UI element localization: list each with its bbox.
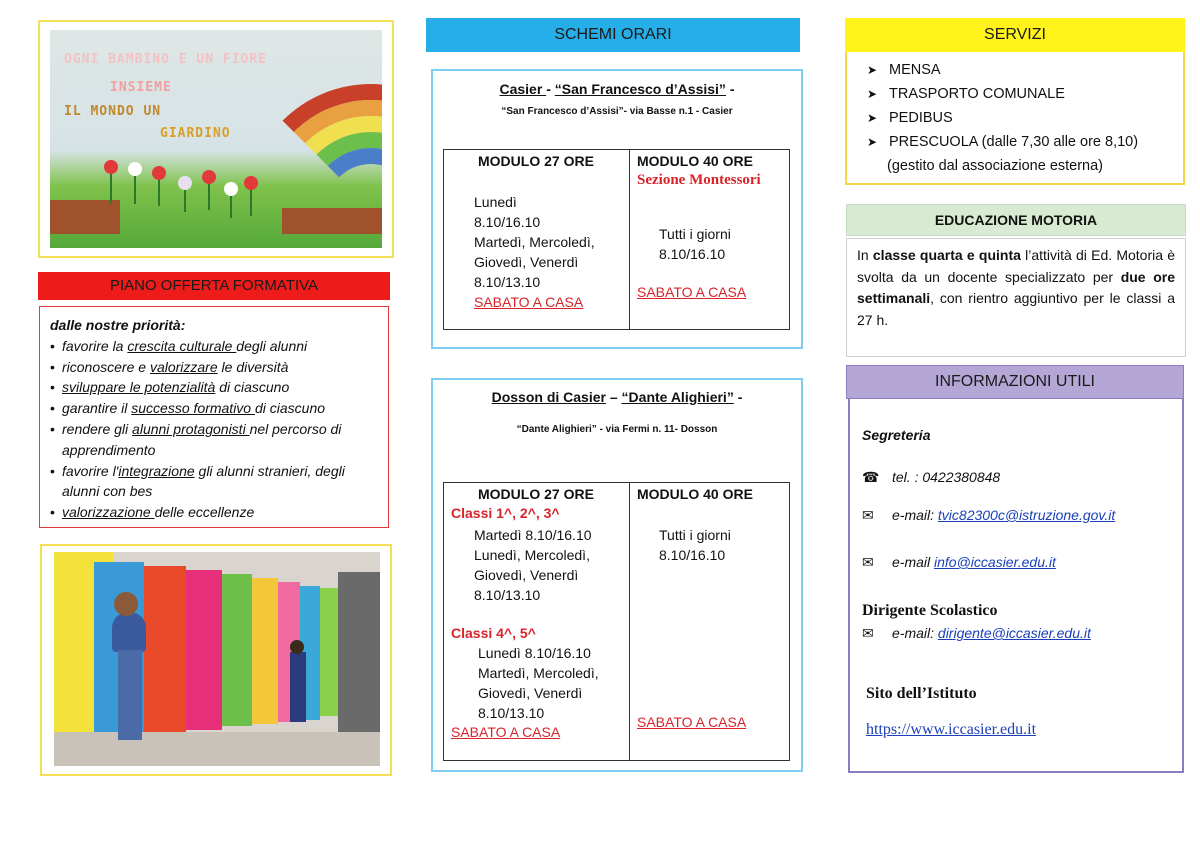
dosson-address: “Dante Alighieri” - via Fermi n. 11- Dosson <box>516 424 718 435</box>
climbing-wall-photo <box>54 552 380 766</box>
piano-offerta-header: PIANO OFFERTA FORMATIVA <box>38 272 390 300</box>
servizi-item: ➤ MENSA <box>867 58 1183 82</box>
children-painting-image <box>50 30 382 248</box>
email-info-row: ✉ e-mail info@iccasier.edu.it <box>862 554 1056 570</box>
flower <box>104 160 118 174</box>
casier-title: Casier - “San Francesco d’Assisi” - <box>499 81 735 97</box>
modulo-27-heading: MODULO 27 ORE <box>478 486 594 502</box>
servizi-box <box>845 52 1185 185</box>
modulo-27-times: Lunedì 8.10/16.10 Martedì, Mercoledì, Giovedì, Venerdì 8.10/13.10 SABATO A CASA <box>474 194 595 310</box>
photo-frame <box>40 544 392 776</box>
flower <box>152 166 166 180</box>
educazione-motoria-text: In classe quarta e quinta l’attività di Ed. Motoria è svolta da un docente specializzato per due ore settimanali, con rientro aggiuntivo per le classi a 27 h. <box>846 238 1186 357</box>
telefono-row: ☎ tel. : 0422380848 <box>862 469 1001 485</box>
classi-4-5-times: Lunedì 8.10/16.10 Martedì, Mercoledì, Giovedì, Venerdì 8.10/13.10 <box>478 645 599 721</box>
casier-schedule-box <box>431 69 803 349</box>
painting-line-2: INSIEME <box>110 80 172 95</box>
sezione-montessori-label: Sezione Montessori <box>637 172 761 188</box>
dosson-modulo-27 <box>444 483 629 760</box>
painting-line-3: IL MONDO UN <box>64 104 162 119</box>
servizi-header: SERVIZI <box>845 18 1185 52</box>
child-figure <box>290 652 306 722</box>
servizi-note: (gestito dal associazione esterna) <box>887 158 1104 174</box>
informazioni-utili-header: INFORMAZIONI UTILI <box>846 365 1184 399</box>
sito-heading: Sito dell’Istituto <box>866 685 977 702</box>
dosson-title: Dosson di Casier – “Dante Alighieri” - <box>491 389 743 405</box>
priority-item: • garantire il successo formativo di ciascuno <box>50 398 378 419</box>
servizi-item: ➤ PRESCUOLA (dalle 7,30 alle ore 8,10) <box>867 130 1183 154</box>
classi-1-2-3-times: Martedì 8.10/16.10 Lunedì, Mercoledì, Giovedì, Venerdì 8.10/13.10 <box>474 527 592 603</box>
child-figure <box>112 612 146 652</box>
envelope-icon: ✉ <box>862 625 874 641</box>
priority-item: • valorizzazione delle eccellenze <box>50 502 378 523</box>
priority-item: • sviluppare le potenzialità di ciascuno <box>50 377 378 398</box>
flower <box>178 176 192 190</box>
flower <box>128 162 142 176</box>
flower <box>224 182 238 196</box>
dosson-schedule-box <box>431 378 803 772</box>
email-info-link[interactable]: info@iccasier.edu.it <box>934 554 1056 570</box>
casier-modulo-40 <box>630 150 790 329</box>
sabato-a-casa-label: SABATO A CASA <box>474 294 584 310</box>
modulo-27-heading: MODULO 27 ORE <box>478 153 594 169</box>
envelope-icon: ✉ <box>862 507 874 523</box>
priority-item: • favorire la crescita culturale degli alunni <box>50 336 378 357</box>
sito-istituto-link[interactable]: https://www.iccasier.edu.it <box>866 721 1037 738</box>
sabato-a-casa-label: SABATO A CASA <box>637 714 747 730</box>
modulo-40-times: Tutti i giorni 8.10/16.10 <box>659 226 731 262</box>
priorities-intro: dalle nostre priorità: <box>50 317 186 333</box>
educazione-motoria-header: EDUCAZIONE MOTORIA <box>846 204 1186 236</box>
priority-item: • riconoscere e valorizzare le diversità <box>50 357 378 378</box>
painting-line-1: OGNI BAMBINO E UN FIORE <box>64 52 268 67</box>
email-dirigente-link[interactable]: dirigente@iccasier.edu.it <box>937 625 1091 641</box>
modulo-40-heading: MODULO 40 ORE <box>637 486 753 502</box>
classi-4-5-label: Classi 4^, 5^ <box>451 625 536 641</box>
casier-address: “San Francesco d’Assisi”- via Basse n.1 - Casier <box>501 106 733 117</box>
sabato-a-casa-label: SABATO A CASA <box>451 724 561 740</box>
flower <box>202 170 216 184</box>
dosson-schedule-table <box>443 482 790 761</box>
casier-schedule-table <box>443 149 790 330</box>
email-dirigente-row: ✉ e-mail: dirigente@iccasier.edu.it <box>862 625 1091 641</box>
servizi-item: ➤ PEDIBUS <box>867 106 1183 130</box>
dosson-modulo-40 <box>630 483 790 760</box>
servizi-item: ➤ TRASPORTO COMUNALE <box>867 82 1183 106</box>
arrow-bullet-icon: ➤ <box>867 111 878 125</box>
fence <box>282 208 382 234</box>
dirigente-heading: Dirigente Scolastico <box>862 602 998 619</box>
envelope-icon: ✉ <box>862 554 874 570</box>
sabato-a-casa-label: SABATO A CASA <box>637 284 747 300</box>
painting-frame <box>38 20 394 258</box>
fence <box>50 200 120 234</box>
arrow-bullet-icon: ➤ <box>867 87 878 101</box>
classi-1-2-3-label: Classi 1^, 2^, 3^ <box>451 505 560 521</box>
arrow-bullet-icon: ➤ <box>867 135 878 149</box>
informazioni-utili-box <box>848 399 1184 773</box>
telephone-icon: ☎ <box>862 469 880 485</box>
flower <box>244 176 258 190</box>
modulo-40-times: Tutti i giorni 8.10/16.10 <box>659 527 731 563</box>
modulo-40-heading: MODULO 40 ORE <box>637 153 753 169</box>
email-segreteria-row: ✉ e-mail: tvic82300c@istruzione.gov.it <box>862 507 1116 523</box>
segreteria-heading: Segreteria <box>862 427 931 443</box>
casier-modulo-27 <box>444 150 629 329</box>
arrow-bullet-icon: ➤ <box>867 63 878 77</box>
email-segreteria-link[interactable]: tvic82300c@istruzione.gov.it <box>937 507 1116 523</box>
painting-line-4: GIARDINO <box>160 126 231 141</box>
priority-item: • favorire l'integrazione gli alunni stranieri, degli alunni con bes <box>50 461 378 503</box>
piano-offerta-box <box>39 306 389 528</box>
schemi-orari-header: SCHEMI ORARI <box>426 18 800 52</box>
priority-item: • rendere gli alunni protagonisti nel percorso di apprendimento <box>50 419 378 461</box>
